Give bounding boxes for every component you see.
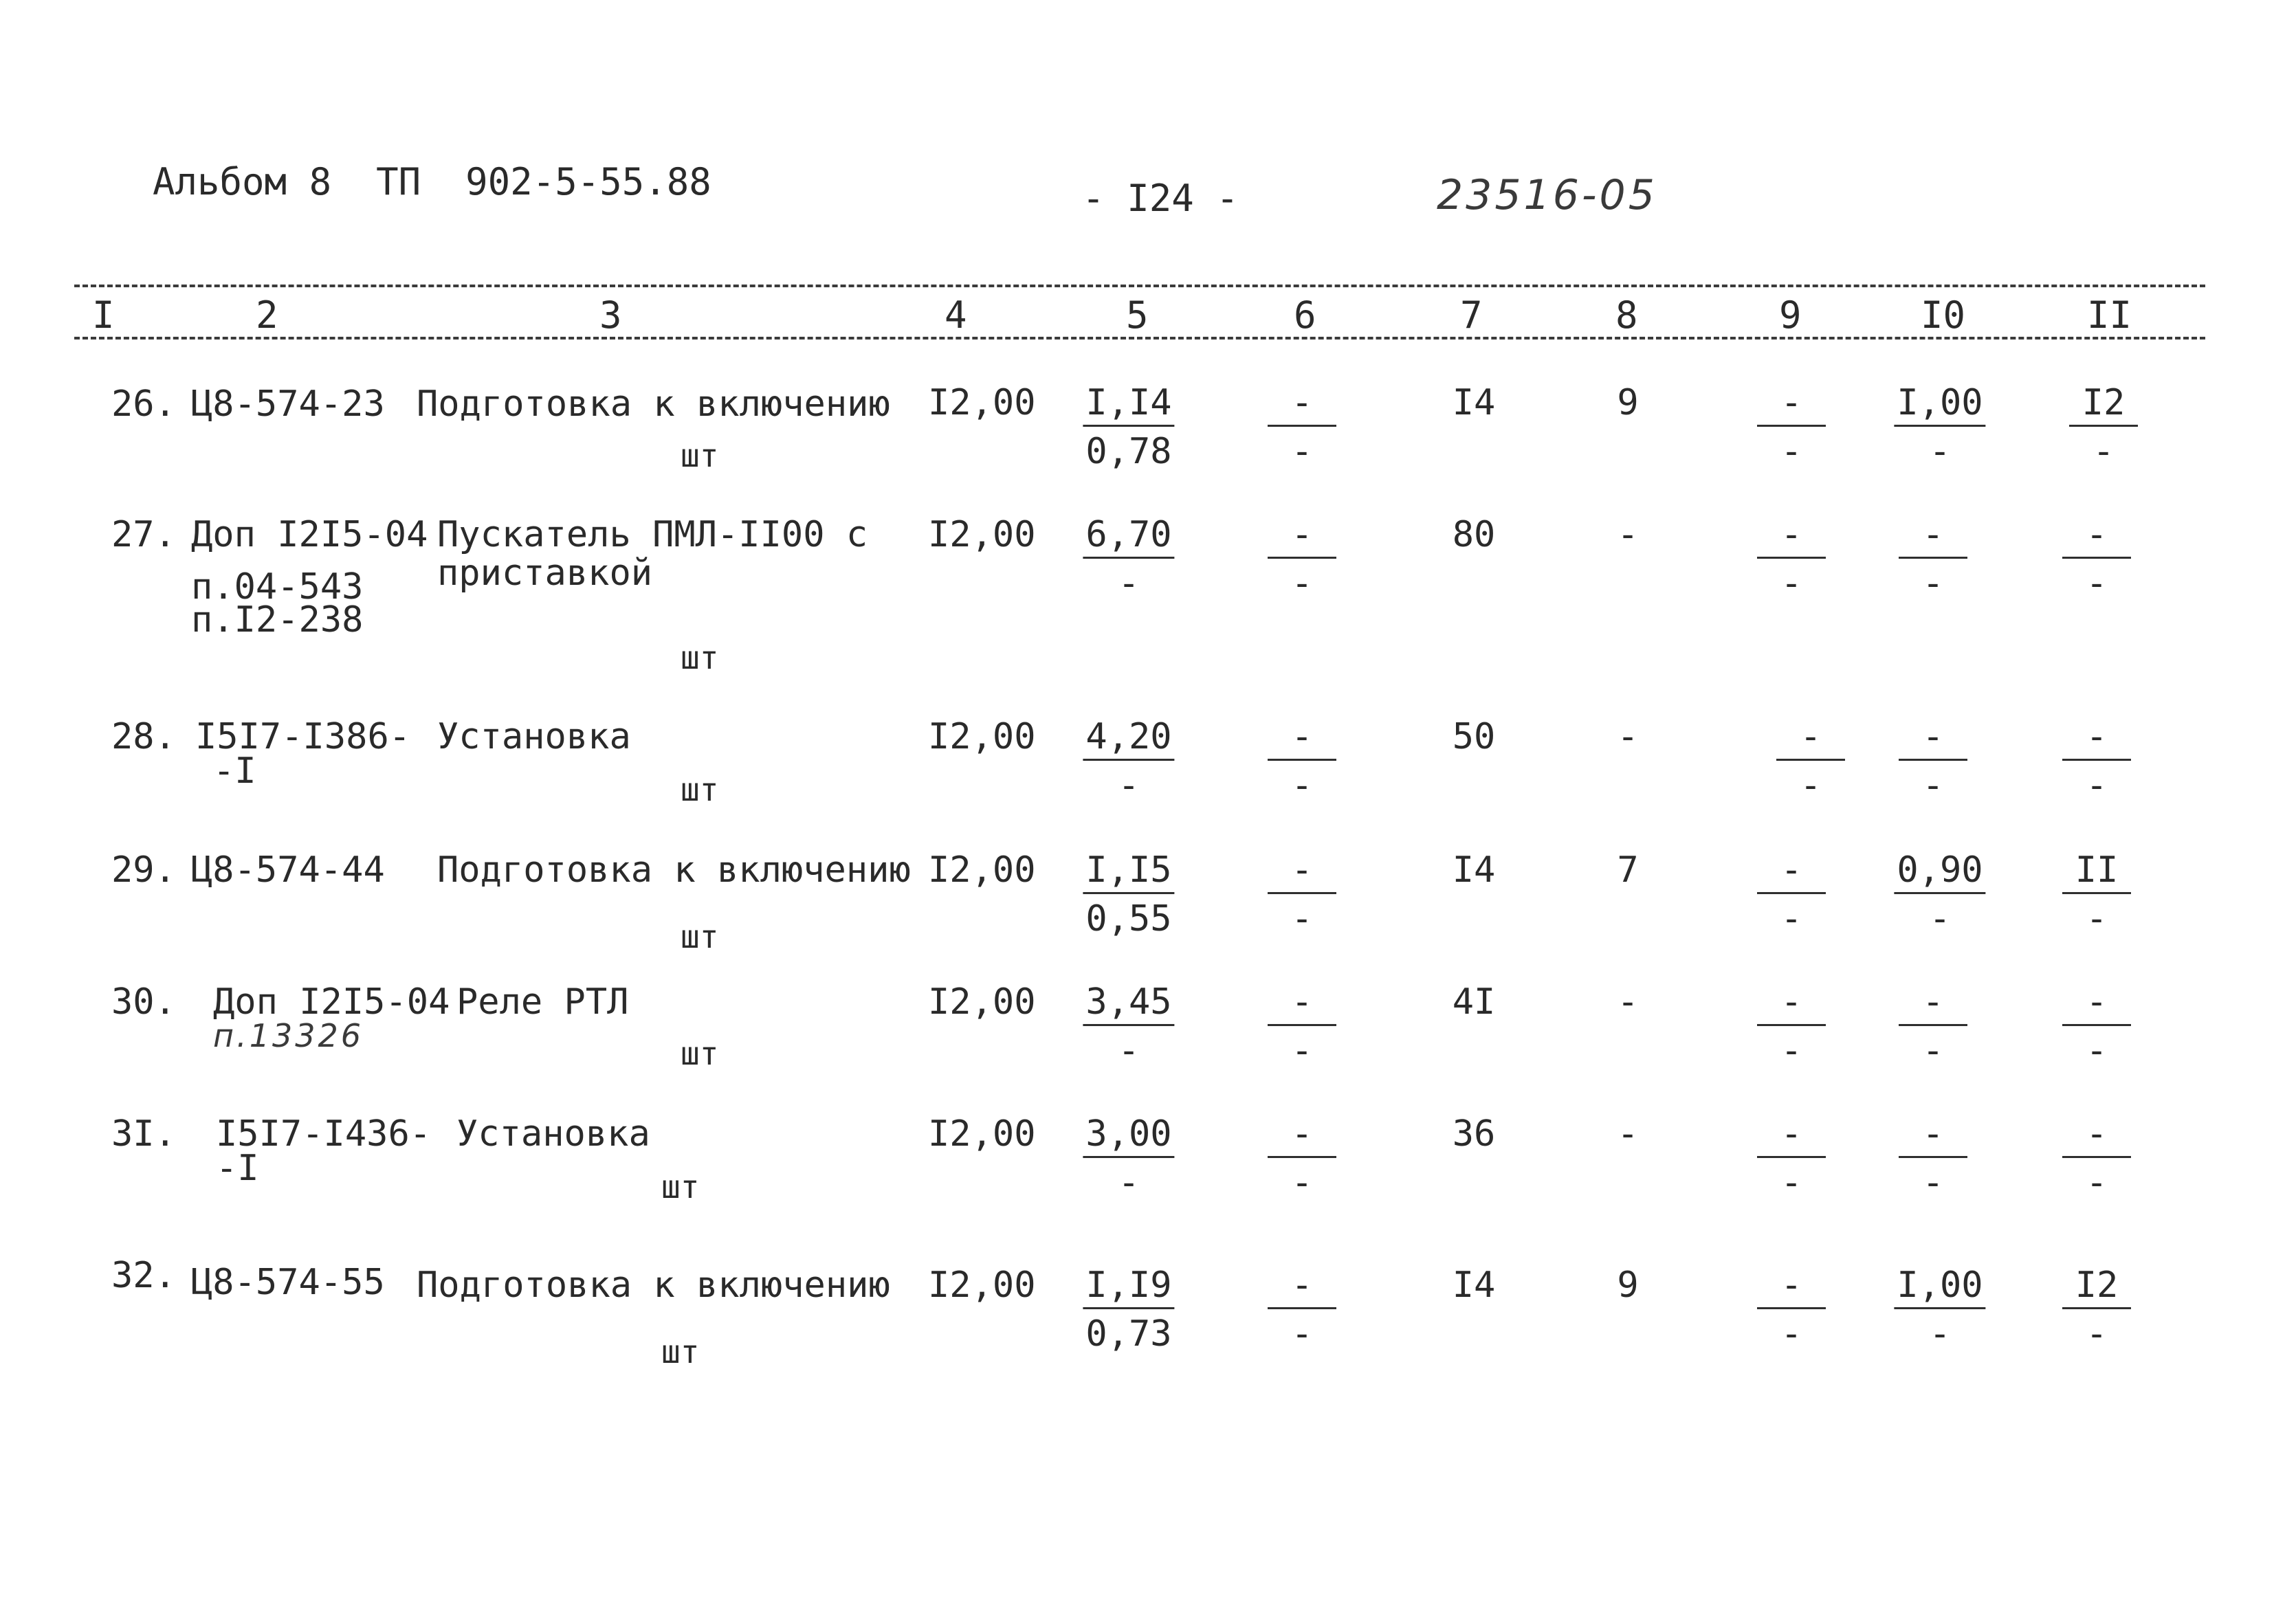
fraction-bottom: - [1800,765,1822,806]
work-name: Пускатель ПМЛ-II00 с [437,514,868,555]
fraction-top: - [1757,517,1826,559]
col11-value [2062,849,2131,939]
fraction-top: - [1899,1116,1967,1158]
fraction-bottom: - [1291,1162,1313,1203]
col9-value [1776,716,1845,806]
col11-value [2062,981,2131,1071]
col5-value [1083,849,1174,939]
col8-value: - [1617,716,1639,757]
norm-code: Доп I2I5-04 [191,514,428,555]
fraction-bottom: - [1922,1162,1944,1203]
quantity: I2,00 [928,716,1036,757]
fraction-bottom: - [1922,1030,1944,1071]
norm-code: Ц8-574-23 [191,383,385,425]
column-header: II [2087,293,2132,337]
work-name: Реле РТЛ [456,981,629,1023]
col9-value [1757,981,1826,1071]
fraction-top: I,00 [1894,1267,1985,1309]
header-rule-bottom [74,337,2205,340]
fraction-bottom: - [1780,563,1802,604]
fraction-top: - [1899,719,1967,761]
unit: шт [681,918,719,955]
col7-value: 36 [1452,1113,1496,1155]
fraction-bottom: - [1780,898,1802,939]
fraction-top: - [2062,1116,2131,1158]
work-name: Подготовка к включению [417,1265,890,1306]
fraction-top: I,I9 [1083,1267,1174,1309]
album-reference: Альбом 8 ТП 902-5-55.88 [153,160,711,203]
fraction-top: I2 [2062,1267,2131,1309]
fraction-top: - [2062,984,2131,1026]
fraction-bottom: - [1291,563,1313,604]
fraction-top: - [1776,719,1845,761]
fraction-top: I,00 [1894,385,1985,427]
fraction-bottom: - [1291,898,1313,939]
row-number: 29. [111,849,176,891]
fraction-top: - [2062,719,2131,761]
row-number: 27. [111,514,176,555]
col8-value: - [1617,981,1639,1023]
col10-value [1899,981,1967,1071]
fraction-top: 0,90 [1894,852,1985,894]
row-number: 28. [111,716,176,757]
column-header: 3 [599,293,622,337]
unit: шт [681,771,719,808]
fraction-top: - [1899,517,1967,559]
header-rule-top [74,285,2205,287]
col7-value: I4 [1452,382,1496,423]
col9-value [1757,382,1826,472]
fraction-top: - [1268,852,1336,894]
col6-value [1268,849,1336,939]
col5-value [1083,1113,1174,1203]
work-name: Установка [437,716,631,757]
col7-value: I4 [1452,1265,1496,1306]
column-header: 9 [1779,293,1802,337]
col5-value [1083,514,1174,604]
quantity: I2,00 [928,1265,1036,1306]
fraction-bottom: - [1780,1162,1802,1203]
fraction-bottom: - [1291,1313,1313,1355]
col8-value: 9 [1617,1265,1639,1306]
norm-code-line: -I [216,1148,259,1189]
fraction-bottom: - [1291,431,1313,472]
quantity: I2,00 [928,981,1036,1023]
fraction-top: 3,45 [1083,984,1174,1026]
fraction-bottom: - [1291,765,1313,806]
fraction-bottom: - [2093,431,2115,472]
col9-value [1757,1265,1826,1355]
row-number: 3I. [111,1113,176,1155]
column-header: 4 [945,293,967,337]
quantity: I2,00 [928,514,1036,555]
fraction-top: - [2062,517,2131,559]
norm-code: Доп I2I5-04 [213,981,450,1023]
col7-value: 50 [1452,716,1496,757]
col11-value [2062,514,2131,604]
column-header: 7 [1460,293,1483,337]
fraction-bottom: - [1929,431,1951,472]
fraction-top: II [2062,852,2131,894]
col6-value [1268,514,1336,604]
unit: шт [681,1035,719,1072]
col6-value [1268,1265,1336,1355]
work-name: Подготовка к включению [417,383,890,425]
fraction-bottom: - [2086,563,2108,604]
fraction-bottom: - [2086,1030,2108,1071]
fraction-bottom: - [2086,898,2108,939]
col6-value [1268,981,1336,1071]
col5-value [1083,382,1174,472]
fraction-top: - [1757,385,1826,427]
col9-value [1757,1113,1826,1203]
column-header: I [92,293,115,337]
fraction-top: - [1899,984,1967,1026]
col6-value [1268,716,1336,806]
fraction-bottom: - [1922,765,1944,806]
col10-value [1894,1265,1985,1355]
col8-value: - [1617,1113,1639,1155]
norm-code: I5I7-I386- [195,716,411,757]
fraction-top: I,I5 [1083,852,1174,894]
fraction-bottom: - [2086,1162,2108,1203]
col8-value: 9 [1617,382,1639,423]
col11-value [2069,382,2138,472]
unit: шт [661,1168,700,1205]
col10-value [1894,382,1985,472]
col8-value: 7 [1617,849,1639,891]
column-header: I0 [1921,293,1966,337]
unit: шт [681,639,719,676]
fraction-bottom: - [2086,1313,2108,1355]
fraction-bottom: - [1118,1162,1140,1203]
col7-value: 4I [1452,981,1496,1023]
fraction-bottom: - [1118,765,1140,806]
col11-value [2062,1113,2131,1203]
norm-code-line: п.04-543 [191,566,364,608]
fraction-bottom: - [1291,1030,1313,1071]
quantity: I2,00 [928,1113,1036,1155]
fraction-top: - [1757,1267,1826,1309]
fraction-top: - [1268,1267,1336,1309]
fraction-bottom: 0,78 [1085,431,1172,472]
row-number: 32. [111,1255,176,1296]
fraction-bottom: - [1118,1030,1140,1071]
fraction-bottom: - [1780,1030,1802,1071]
fraction-top: - [1757,852,1826,894]
row-number: 30. [111,981,176,1023]
fraction-bottom: - [1780,431,1802,472]
col8-value: - [1617,514,1639,555]
unit: шт [681,437,719,474]
fraction-top: - [1268,385,1336,427]
norm-code-line: п.I2-238 [191,599,364,641]
col10-value [1899,514,1967,604]
fraction-top: 6,70 [1083,517,1174,559]
col10-value [1899,716,1967,806]
fraction-bottom: 0,73 [1085,1313,1172,1355]
fraction-top: - [1268,1116,1336,1158]
column-header: 6 [1294,293,1316,337]
fraction-bottom: - [1780,1313,1802,1355]
norm-code: Ц8-574-55 [191,1262,385,1303]
column-header: 2 [256,293,278,337]
fraction-top: I,I4 [1083,385,1174,427]
page-number: - I24 - [1082,177,1239,220]
fraction-top: 4,20 [1083,719,1174,761]
col11-value [2062,716,2131,806]
work-name: Установка [456,1113,650,1155]
fraction-top: I2 [2069,385,2138,427]
col7-value: 80 [1452,514,1496,555]
work-name: Подготовка к включению [437,849,911,891]
work-name-line: приставкой [437,553,653,594]
fraction-bottom: - [1922,563,1944,604]
quantity: I2,00 [928,849,1036,891]
col9-value [1757,849,1826,939]
col10-value [1899,1113,1967,1203]
fraction-top: - [1268,719,1336,761]
col6-value [1268,1113,1336,1203]
col6-value [1268,382,1336,472]
fraction-bottom: - [1929,1313,1951,1355]
row-number: 26. [111,383,176,425]
column-header: 5 [1126,293,1149,337]
col5-value [1083,981,1174,1071]
col5-value [1083,1265,1174,1355]
fraction-bottom: - [2086,765,2108,806]
quantity: I2,00 [928,382,1036,423]
fraction-bottom: 0,55 [1085,898,1172,939]
norm-code: Ц8-574-44 [191,849,385,891]
unit: шт [661,1333,700,1370]
norm-code: I5I7-I436- [216,1113,432,1155]
fraction-top: - [1757,984,1826,1026]
norm-code-line: -I [213,750,256,792]
column-header: 8 [1615,293,1638,337]
handwritten-inventory-number: 23516-05 [1437,171,1657,219]
fraction-top: - [1757,1116,1826,1158]
col9-value [1757,514,1826,604]
fraction-top: - [1268,984,1336,1026]
col10-value [1894,849,1985,939]
fraction-top: 3,00 [1083,1116,1174,1158]
fraction-top: - [1268,517,1336,559]
col11-value [2062,1265,2131,1355]
fraction-bottom: - [1118,563,1140,604]
fraction-bottom: - [1929,898,1951,939]
col5-value [1083,716,1174,806]
col7-value: I4 [1452,849,1496,891]
norm-code-line: п.13326 [213,1017,364,1054]
